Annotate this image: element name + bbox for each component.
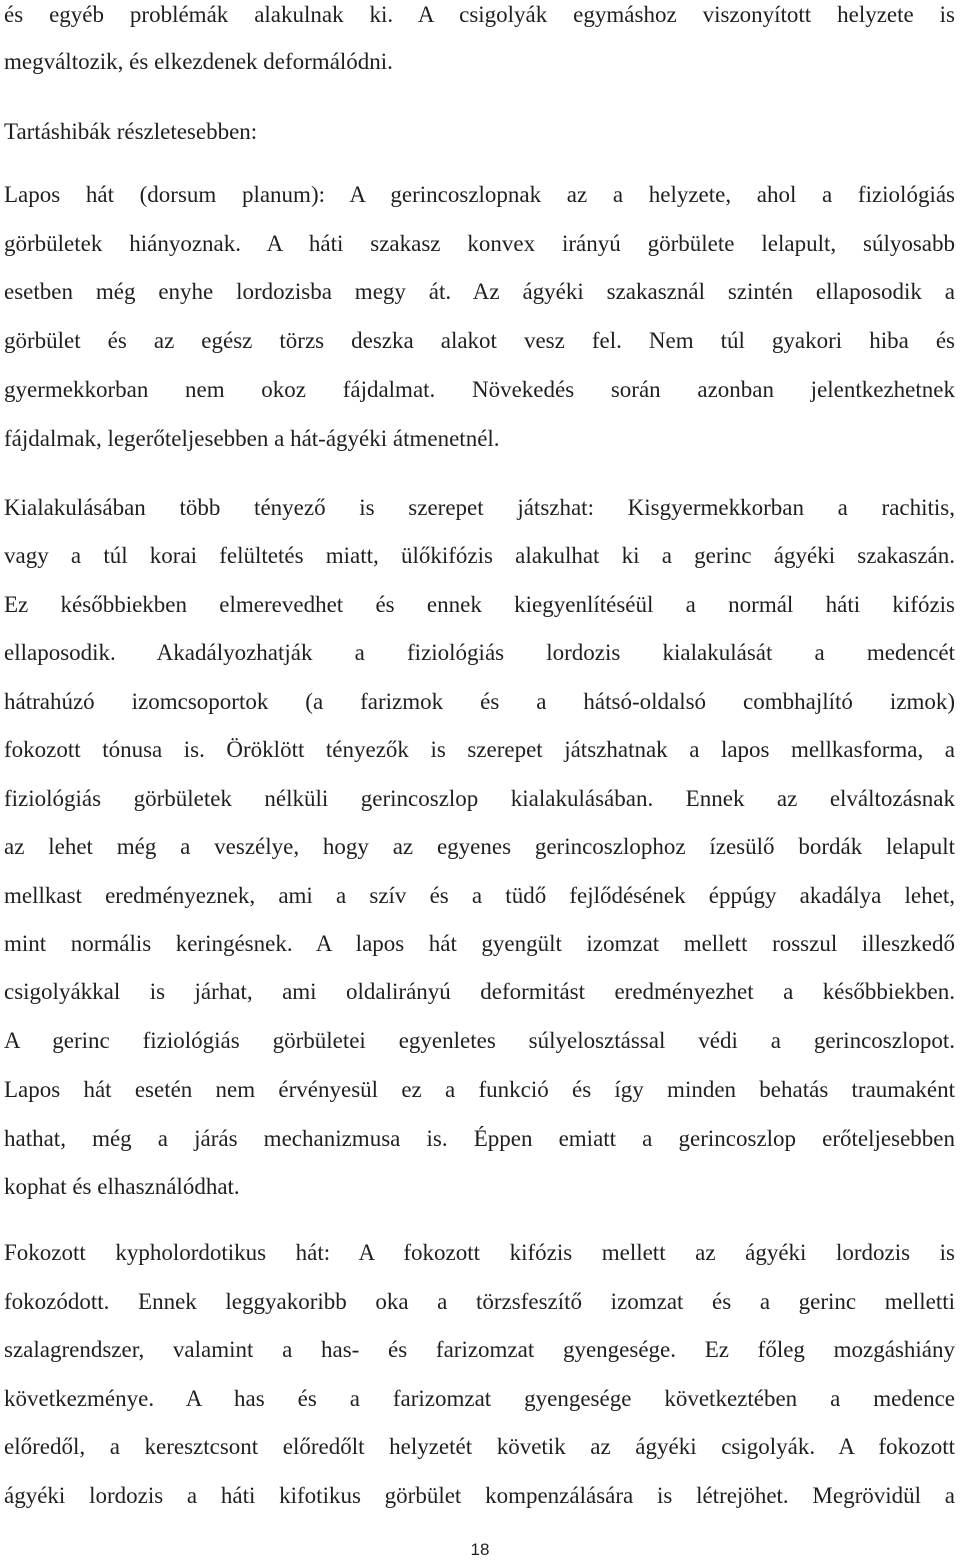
text-line: A gerinc fiziológiás görbületei egyenletes súlyelosztással védi a gerincoszlopot. <box>4 1028 955 1053</box>
text-line: mellkast eredményeznek, ami a szív és a tüdő fejlődésének éppúgy akadálya lehet, <box>4 883 955 908</box>
text-line: ágyéki lordozis a háti kifotikus görbület kompenzálására is létrejöhet. Megrövidül a <box>4 1483 955 1508</box>
text-line: csigolyákkal is járhat, ami oldalirányú deformitást eredményezhet a későbbiekben. <box>4 979 955 1004</box>
text-line: és egyéb problémák alakulnak ki. A csigolyák egymáshoz viszonyított helyzete is <box>4 2 955 27</box>
text-line: esetben még enyhe lordozisba megy át. Az ágyéki szakasznál szintén ellaposodik a <box>4 279 955 304</box>
text-line: szalagrendszer, valamint a has- és farizomzat gyengesége. Ez főleg mozgáshiány <box>4 1337 955 1362</box>
text-line: hathat, még a járás mechanizmusa is. Éppen emiatt a gerincoszlop erőteljesebben <box>4 1126 955 1151</box>
text-line: gyermekkorban nem okoz fájdalmat. Növekedés során azonban jelentkezhetnek <box>4 377 955 402</box>
text-line: Lapos hát (dorsum planum): A gerincoszlopnak az a helyzete, ahol a fiziológiás <box>4 182 955 207</box>
text-line: fokozódott. Ennek leggyakoribb oka a törzsfeszítő izomzat és a gerinc melletti <box>4 1289 955 1314</box>
text-line: görbület és az egész törzs deszka alakot vesz fel. Nem túl gyakori hiba és <box>4 328 955 353</box>
text-line: következménye. A has és a farizomzat gyengesége következtében a medence <box>4 1386 955 1411</box>
text-line: előredől, a keresztcsont előredőlt helyzetét követik az ágyéki csigolyák. A fokozott <box>4 1434 955 1459</box>
text-line: az lehet még a veszélye, hogy az egyenes gerincoszlophoz ízesülő bordák lelapult <box>4 834 955 859</box>
text-line: ellaposodik. Akadályozhatják a fiziológiás lordozis kialakulását a medencét <box>4 640 955 665</box>
text-line: Fokozott kypholordotikus hát: A fokozott kifózis mellett az ágyéki lordozis is <box>4 1240 955 1265</box>
text-line: fokozott tónusa is. Öröklött tényezők is szerepet játszhatnak a lapos mellkasforma, a <box>4 737 955 762</box>
text-line: Lapos hát esetén nem érvényesül ez a funkció és így minden behatás traumaként <box>4 1077 955 1102</box>
text-line: megváltozik, és elkezdenek deformálódni. <box>4 49 393 74</box>
text-line: görbületek hiányoznak. A háti szakasz konvex irányú görbülete lelapult, súlyosabb <box>4 231 955 256</box>
text-line: vagy a túl korai felültetés miatt, ülőkifózis alakulhat ki a gerinc ágyéki szakaszán. <box>4 543 955 568</box>
text-line: Tartáshibák részletesebben: <box>4 119 258 144</box>
text-line: fájdalmak, legerőteljesebben a hát-ágyéki átmenetnél. <box>4 426 500 451</box>
text-line: hátrahúzó izomcsoportok (a farizmok és a hátsó-oldalsó combhajlító izmok) <box>4 689 955 714</box>
page-number: 18 <box>470 1540 490 1559</box>
text-line: kophat és elhasználódhat. <box>4 1174 240 1199</box>
text-line: fiziológiás görbületek nélküli gerincoszlop kialakulásában. Ennek az elváltozásnak <box>4 786 955 811</box>
text-line: mint normális keringésnek. A lapos hát gyengült izomzat mellett rosszul illeszkedő <box>4 931 955 956</box>
text-line: Ez későbbiekben elmerevedhet és ennek kiegyenlítéséül a normál háti kifózis <box>4 592 955 617</box>
text-line: Kialakulásában több tényező is szerepet játszhat: Kisgyermekkorban a rachitis, <box>4 495 955 520</box>
